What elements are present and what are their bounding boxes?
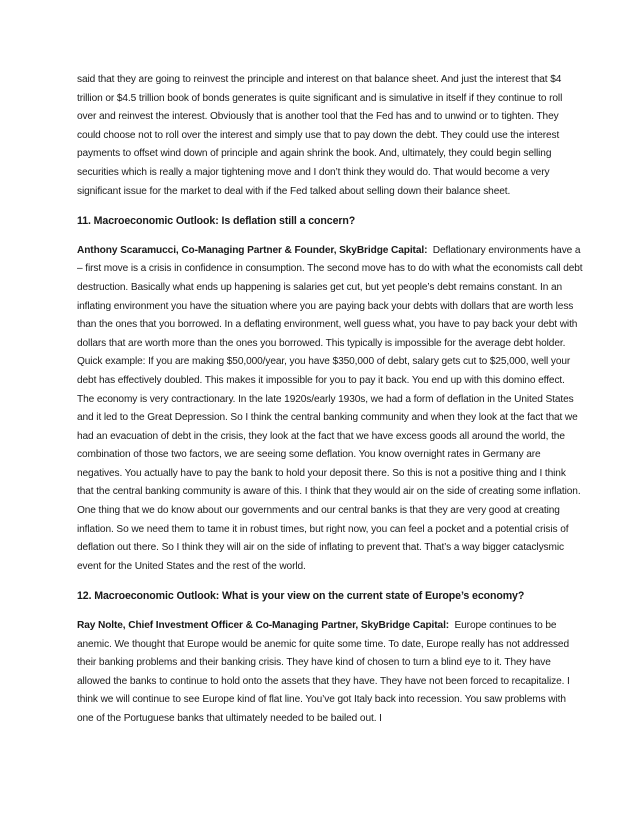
section-heading-11: 11. Macroeconomic Outlook: Is deflation still a concern? bbox=[77, 215, 356, 228]
speaker-name: Anthony Scaramucci, Co-Managing Partner & Founder, SkyBridge Capital: bbox=[77, 244, 428, 256]
section-heading-12: 12. Macroeconomic Outlook: What is your view on the current state of Europe’s economy? bbox=[77, 590, 525, 603]
answer-text: Deflationary environments have a – first move is a crisis in confidence in consumption. The second move has to do with what the economists call debt destruction. Basically what ends up happening is salaries get cut, but yet people’s debt remains constant. In an inflating environment you have the situation where you are paying back your debts with dollars that are worth less than the ones that you borrowed. In a deflating environment, well guess what, you have to pay back your debt with dollars that are worth more than the ones you borrowed. This typically is impossible for the average debt holder. Quick example: If you are making $50,000/year, you have $350,000 of debt, salary gets cut to $25,000, well your debt has effectively doubled. This makes it impossible for you to pay it back. You end up with this domino effect. The economy is very contractionary. In the late 1920s/early 1930s, we had a form of deflation in the United States and it led to the Great Depression. So I think the central banking community and when they look at the fact that we had an evacuation of debt in the crisis, they look at the fact that we have excess goods all around the world, the combination of those two factors, we are seeing some deflation. You know overnight rates in Germany are negatives. You actually have to pay the bank to hold your deposit there. So this is not a positive thing and I think that the central banking community is aware of this. I think that they would air on the side of creating some inflation. One thing that we do know about our governments and our central banks is that they are very good at creating inflation. So we need them to tame it in robust times, but right now, you can feel a pocket and a potential crisis of deflation out there. So I think they will air on the side of inflating to prevent that. That’s a way bigger cataclysmic event for the United States and the rest of the world. bbox=[77, 244, 583, 572]
answer-text: Europe continues to be anemic. We thought that Europe would be anemic for quite some time. To date, Europe really has not addressed their banking problems and their banking crisis. They have kind of chosen to turn a blind eye to it. They have allowed the banks to continue to hold onto the assets that they have. They have not been forced to recapitalize. I think we will continue to see Europe kind of flat line. You’ve got Italy back into recession. You saw problems with one of the Portuguese banks that ultimately needed to be bailed out. I bbox=[77, 620, 570, 724]
speaker-name: Ray Nolte, Chief Investment Officer & Co-Managing Partner, SkyBridge Capital: bbox=[77, 620, 450, 632]
answer-paragraph-11 bbox=[77, 242, 583, 577]
intro-paragraph: said that they are going to reinvest the principle and interest on that balance sheet. And just the interest that $4 trillion or $4.5 trillion book of bonds generates is quite significant and is simulative in itself if they continue to roll over and reinvest the interest. Obviously that is another tool that the Fed has and to unwind or to tighten. They could choose not to roll over the interest and simply use that to pay down the debt. They could use the interest payments to offset wind down of principle and again shrink the book. And, ultimately, they could begin selling securities which is really a major tightening move and I don’t think they would do. That would become a very significant issue for the market to deal with if the Fed talked about selling down their balance sheet. bbox=[77, 74, 563, 197]
answer-paragraph-12 bbox=[77, 617, 583, 729]
